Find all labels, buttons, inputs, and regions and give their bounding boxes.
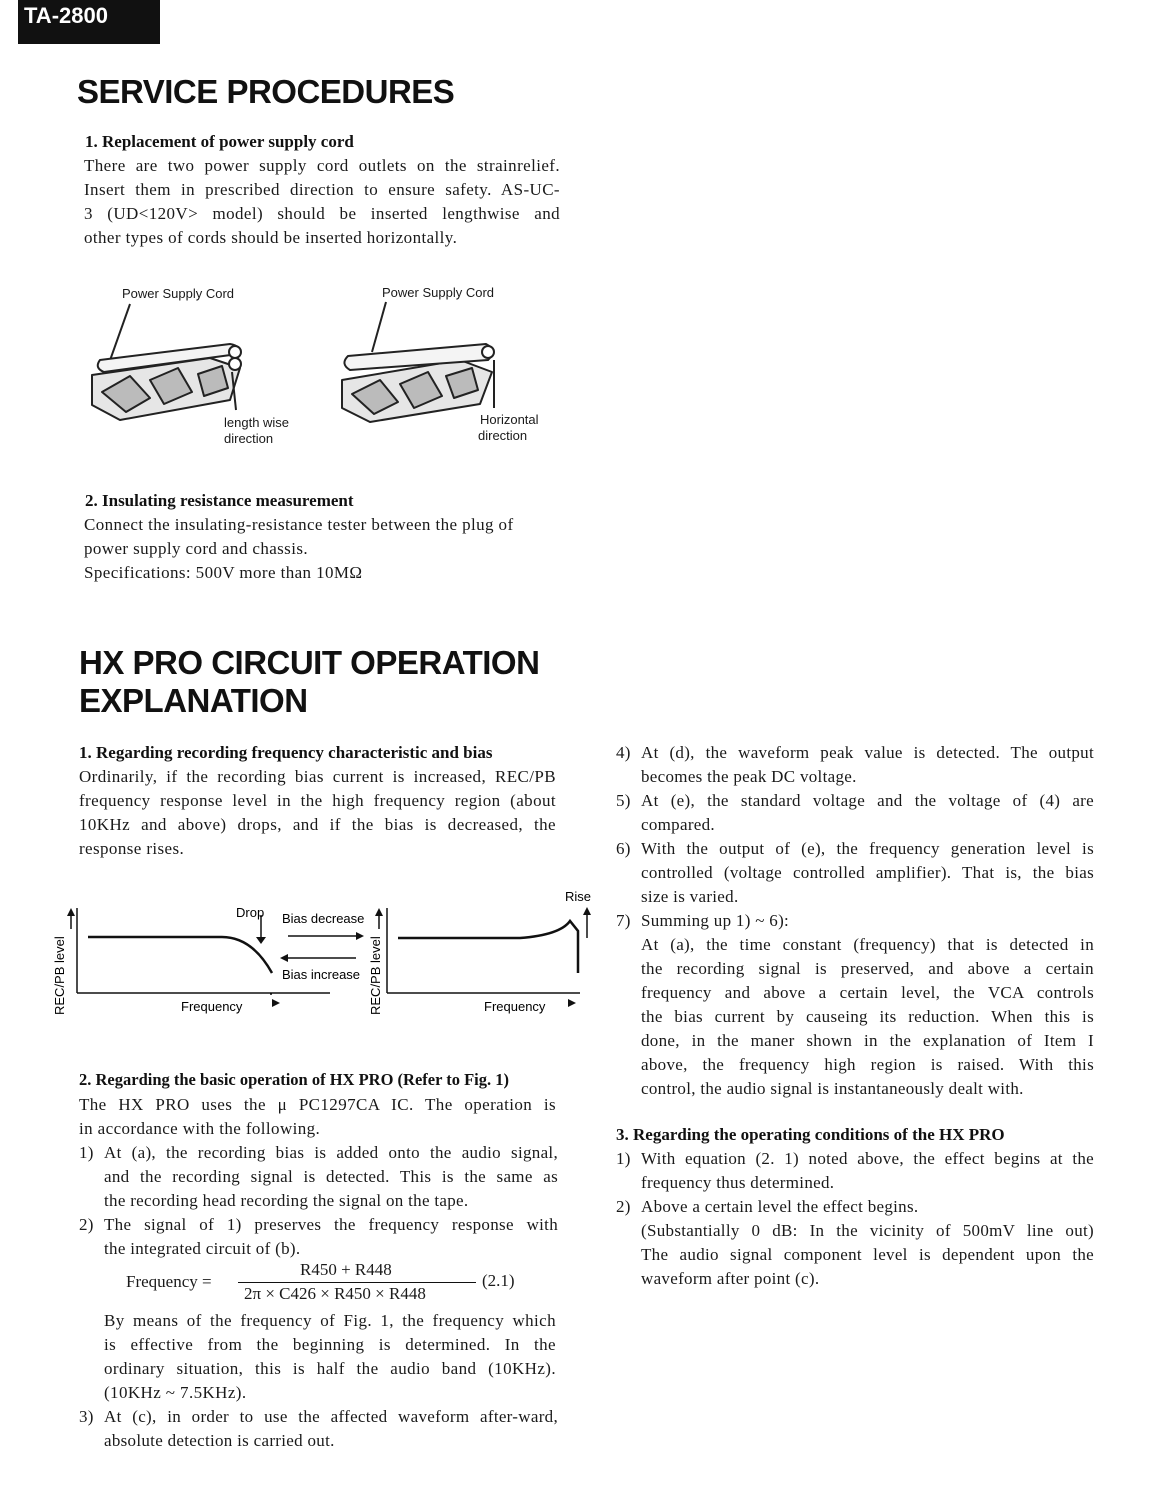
right-cord-label: Power Supply Cord [382,285,494,300]
bias-increase-label: Bias increase [282,967,361,982]
formula-tag: (2.1) [482,1271,515,1290]
lengthwise-label: length wise [224,415,290,430]
horizontal-direction-label: direction [478,428,528,443]
hx-section-2-heading: 2. Regarding the basic operation of HX PRO (Refer to Fig. 1) [79,1070,510,1089]
hx-item-7: 7) Summing up 1) ~ 6): At (a), the time constant (frequency) that is detected in the recording signal is preserved, and above a certain frequency and above a certain level, the VCA controls the bias current by causeing its reduction. When this is done, in the maner shown in the explanation of Item I above, the frequency high region is raised. With this control, the audio signal is instantaneously dealt with. [616,911,1094,1098]
section-1-text: There are two power supply cord outlets on the strainrelief. Insert them in prescribed direction to ensure safety. AS-UC- 3 (UD<120V> model) should be inserted lengthwise and other types of cords should be inserted horizontally. [84,156,560,247]
service-procedures-title: SERVICE PROCEDURES [77,73,455,110]
formula-lhs: Frequency = [126,1272,212,1291]
hx-item-5: 5) At (e), the standard voltage and the voltage of (4) are compared. [616,791,1094,834]
section-1-heading: 1. Replacement of power supply cord [85,132,354,151]
rise-label: Rise [565,889,592,904]
hx-pro-title-line-1: HX PRO CIRCUIT OPERATION [79,644,540,681]
right-curve-rise [398,921,578,973]
formula-denominator: 2π × C426 × R450 × R448 [244,1284,426,1303]
hx-s3-item-1: 1) With equation (2. 1) noted above, the effect begins at the frequency thus determined. [616,1149,1094,1192]
hx-item-6: 6) With the output of (e), the frequency generation level is controlled (voltage controlled amplifier). That is, the bias size is varied. [616,839,1094,906]
left-ylabel: REC/PB level [52,936,67,1015]
bias-decrease-label: Bias decrease [282,911,365,926]
cord-drawings [80,280,580,455]
hx-section-2-intro: The HX PRO uses the μ PC1297CA IC. The operation is in accordance with the following. [79,1095,556,1138]
section-2-heading: 2. Insulating resistance measurement [85,491,354,510]
left-curve-drop [88,937,272,973]
hx-section-1-heading: 1. Regarding recording frequency characteristic and bias [79,743,493,762]
lengthwise-direction-label: direction [224,431,274,446]
section-2-text: Connect the insulating-resistance tester between the plug of power supply cord and chassis. Specifications: 500V more than 10MΩ [84,515,514,582]
fraction-bar [238,1282,476,1283]
power-cord-figure [80,280,580,455]
bias-response-figure [50,885,600,1025]
hx-section-3-heading: 3. Regarding the operating conditions of the HX PRO [616,1125,1005,1144]
model-tag: TA-2800 [18,0,160,44]
hx-s3-item-2: 2) Above a certain level the effect begins. (Substantially 0 dB: In the vicinity of 500mV line out) The audio signal component level is dependent upon the waveform after point (c). [616,1197,1094,1288]
formula-numerator: R450 + R448 [300,1260,392,1279]
hx-pro-title-line-2: EXPLANATION [79,682,308,719]
drop-label: Drop [236,905,265,920]
hx-item-2: 2) The signal of 1) preserves the frequency response with the integrated circuit of (b). [79,1215,558,1258]
hx-item-3: 3) At (c), in order to use the affected waveform after-ward, absolute detection is carried out. [79,1407,558,1450]
hx-item-1: 1) At (a), the recording bias is added onto the audio signal, and the recording signal is detected. This is the same as the recording head recording the signal on the tape. [79,1143,558,1210]
right-ylabel: REC/PB level [368,936,383,1015]
left-xlabel: Frequency [181,999,243,1014]
left-cord-label: Power Supply Cord [122,286,234,301]
horizontal-label: Horizontal [480,412,539,427]
right-xlabel: Frequency [484,999,546,1014]
hx-section-1-text: Ordinarily, if the recording bias current is increased, REC/PB frequency response level in the high frequency region (about 10KHz and above) drops, and if the bias is decreased, the response rises. [79,767,556,858]
frequency-formula [126,1260,556,1310]
hx-item-4: 4) At (d), the waveform peak value is detected. The output becomes the peak DC voltage. [616,743,1094,786]
formula-explanation: By means of the frequency of Fig. 1, the frequency which is effective from the beginning is determined. In the ordinary situation, this is half the audio band (10KHz). (10KHz ~ 7.5KHz). [104,1311,556,1402]
right-leader-line [372,302,386,352]
